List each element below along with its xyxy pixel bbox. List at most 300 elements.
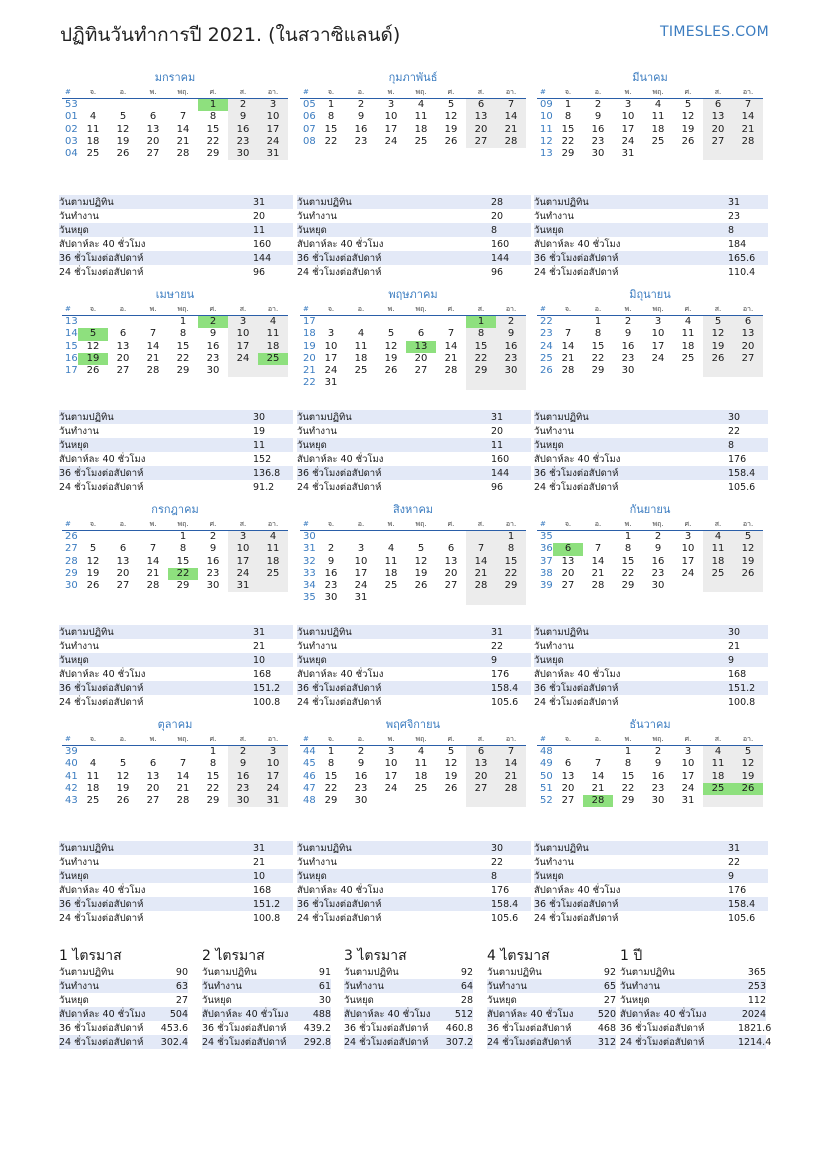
stat-label: วันทำงาน (59, 856, 99, 868)
day-cell: 28 (496, 783, 526, 795)
day-cell: 14 (561, 340, 575, 352)
weekday-label: พ. (149, 304, 157, 313)
day-cell: 25 (86, 795, 100, 807)
month-name (62, 70, 288, 86)
week-row (300, 568, 526, 580)
stat-row (297, 695, 531, 709)
stat-value: 105.6 (728, 912, 756, 924)
stat-value: 30 (253, 411, 266, 423)
day-cell: 21 (591, 782, 605, 794)
stat-label: วันหยุด (534, 439, 564, 451)
day-cell: 11 (258, 543, 288, 555)
day-cell: 3 (387, 746, 395, 757)
day-cell: 10 (384, 111, 398, 123)
day-cell: 19 (384, 352, 398, 364)
stat-value: 105.6 (728, 481, 756, 493)
weekday-label: อา. (505, 87, 517, 96)
stat-label: วันหยุด (487, 994, 517, 1006)
summary-block (202, 948, 331, 1049)
stat-label: วันทำงาน (297, 640, 337, 652)
day-cell: 24 (651, 352, 665, 364)
day-cell (376, 592, 406, 604)
weekday-label: ศ. (447, 734, 455, 743)
weekday-label: ส. (714, 87, 722, 96)
day-cell: 16 (206, 340, 220, 352)
week-row (300, 580, 526, 592)
stat-row (534, 195, 768, 209)
day-cell: 19 (86, 567, 100, 579)
day-cell: 18 (414, 770, 428, 782)
weekday-label: จ. (327, 87, 335, 96)
weekday-label: พ. (624, 87, 632, 96)
day-cell (553, 746, 583, 758)
day-cell: 13 (444, 555, 458, 567)
day-cell: 24 (258, 136, 288, 148)
stat-value: 9 (728, 870, 735, 882)
day-cell: 2 (228, 99, 258, 111)
stat-label: วันตามปฏิทิน (534, 626, 589, 638)
weekday-label: พ. (624, 734, 632, 743)
weekday-header (537, 518, 763, 531)
weekday-label: ส. (239, 519, 247, 528)
stat-label: 36 ชั่วโมงต่อสัปดาห์ (534, 467, 619, 479)
day-cell: 18 (681, 340, 695, 352)
day-cell (643, 148, 673, 160)
stat-label: วันหยุด (620, 994, 650, 1006)
day-cell (703, 580, 733, 592)
stat-value: 168 (728, 668, 747, 680)
stat-value: 64 (460, 980, 473, 992)
week-number: 22 (540, 316, 553, 327)
week-row (62, 353, 288, 365)
stat-label: วันทำงาน (59, 640, 99, 652)
page-title: ปฏิทินวันทำการปี 2021. (ในสวาซิแลนด์) (60, 24, 401, 46)
day-cell: 28 (733, 136, 763, 148)
day-cell: 30 (228, 795, 258, 807)
weekday-label: พฤ. (652, 734, 664, 743)
stat-row (297, 452, 531, 466)
week-number: 44 (303, 746, 316, 757)
day-cell: 2 (594, 99, 602, 110)
stat-value: 91 (318, 966, 331, 978)
stat-row (344, 979, 473, 993)
day-cell (138, 531, 168, 543)
stat-row (59, 1021, 188, 1035)
day-cell: 3 (327, 328, 335, 340)
day-cell: 22 (176, 352, 190, 364)
week-row (537, 758, 763, 770)
weekday-label: อา. (742, 87, 754, 96)
weekday-label: พฤ. (177, 519, 189, 528)
holiday-day-cell: 28 (583, 795, 613, 807)
holiday-day-cell: 22 (168, 568, 198, 580)
week-row (300, 543, 526, 555)
weekday-label: จ. (89, 304, 97, 313)
day-cell: 22 (466, 353, 496, 365)
stat-label: สัปดาห์ละ 40 ชั่วโมง (297, 668, 384, 680)
week-row (537, 771, 763, 783)
stat-row (297, 911, 531, 925)
week-number: 29 (65, 567, 78, 579)
day-cell: 8 (179, 328, 187, 340)
week-number: 33 (303, 567, 316, 579)
stat-value: 292.8 (303, 1036, 331, 1048)
day-cell: 18 (86, 135, 100, 147)
stat-value: 91.2 (253, 481, 275, 493)
stat-row (297, 251, 531, 265)
stat-label: วันตามปฏิทิน (297, 411, 352, 423)
day-cell (108, 531, 138, 543)
brand-logo[interactable]: TIMESLES.COM (660, 24, 769, 40)
holiday-day-cell: 1 (198, 99, 228, 111)
week-row (300, 341, 526, 353)
stat-row (534, 897, 768, 911)
stat-row (297, 841, 531, 855)
day-cell: 23 (206, 567, 220, 579)
holiday-day-cell: 19 (78, 353, 108, 365)
day-cell: 10 (354, 555, 368, 567)
week-number: 38 (540, 567, 553, 579)
day-cell: 20 (561, 782, 575, 794)
week-number: 16 (65, 352, 78, 364)
stat-value: 184 (728, 238, 747, 250)
month-stats (297, 410, 531, 494)
weekday-label: ศ. (209, 734, 217, 743)
day-cell: 30 (228, 148, 258, 160)
stat-label: 24 ชั่วโมงต่อสัปดาห์ (59, 266, 144, 278)
day-cell: 30 (591, 148, 605, 160)
day-cell: 8 (624, 758, 632, 770)
weekday-label: # (540, 304, 546, 313)
day-cell: 8 (466, 328, 496, 340)
stat-label: วันทำงาน (534, 210, 574, 222)
weekday-label: อ. (119, 519, 127, 528)
day-cell: 26 (116, 795, 130, 807)
day-cell: 29 (496, 580, 526, 592)
summary-block (344, 948, 473, 1049)
day-cell (108, 316, 138, 328)
day-cell: 7 (496, 99, 526, 111)
day-cell: 15 (496, 556, 526, 568)
stat-value: 8 (491, 224, 498, 236)
stat-value: 312 (597, 1036, 616, 1048)
day-cell (376, 531, 406, 543)
day-cell: 19 (703, 341, 733, 353)
stat-row (59, 883, 293, 897)
day-cell: 2 (357, 746, 365, 757)
day-cell: 13 (703, 111, 733, 123)
day-cell: 9 (327, 555, 335, 567)
week-number: 07 (303, 123, 316, 135)
stat-row (59, 965, 188, 979)
stat-value: 307.2 (445, 1036, 473, 1048)
day-cell: 19 (681, 123, 695, 135)
day-cell: 25 (384, 580, 398, 592)
week-row (300, 353, 526, 365)
day-cell: 12 (733, 543, 763, 555)
summary-title: 4 ไตรมาส (487, 948, 550, 964)
weekday-label: จ. (564, 304, 572, 313)
day-cell: 11 (354, 340, 368, 352)
day-cell (703, 148, 733, 160)
stat-label: วันตามปฏิทิน (487, 966, 542, 978)
day-cell: 29 (324, 795, 338, 807)
weekday-label: ศ. (684, 734, 692, 743)
stat-label: วันทำงาน (487, 980, 527, 992)
stat-row (534, 209, 768, 223)
stat-row (534, 869, 768, 883)
stat-row (59, 223, 293, 237)
week-number: 42 (65, 782, 78, 794)
week-row (300, 783, 526, 795)
stat-label: 24 ชั่วโมงต่อสัปดาห์ (202, 1036, 287, 1048)
stat-row (534, 466, 768, 480)
week-number: 51 (540, 782, 553, 794)
stat-value: 23 (728, 210, 741, 222)
day-cell: 27 (146, 148, 160, 160)
week-number: 05 (303, 99, 316, 110)
day-cell: 27 (116, 365, 130, 377)
day-cell: 17 (324, 352, 338, 364)
week-row (300, 531, 526, 543)
day-cell: 6 (564, 758, 572, 770)
day-cell (376, 316, 406, 328)
day-cell (108, 746, 138, 758)
stat-row (59, 897, 293, 911)
day-cell: 15 (591, 340, 605, 352)
stat-label: วันหยุด (534, 224, 564, 236)
day-cell (78, 99, 108, 111)
day-cell: 31 (228, 580, 258, 592)
week-row (62, 316, 288, 328)
day-cell: 23 (228, 136, 258, 148)
week-row (537, 148, 763, 160)
day-cell (78, 746, 108, 758)
weekday-label: อ. (119, 87, 127, 96)
day-cell: 29 (176, 580, 190, 592)
day-cell (78, 531, 108, 543)
day-cell: 18 (86, 782, 100, 794)
day-cell: 2 (654, 531, 662, 542)
week-row (300, 328, 526, 340)
week-number: 45 (303, 758, 316, 770)
day-cell: 12 (116, 770, 130, 782)
day-cell: 3 (684, 531, 692, 542)
day-cell: 21 (176, 135, 190, 147)
day-cell: 23 (651, 782, 665, 794)
day-cell: 4 (417, 746, 425, 757)
day-cell: 27 (466, 136, 496, 148)
weekday-header (62, 733, 288, 746)
stat-row (59, 869, 293, 883)
weekday-label: พฤ. (415, 304, 427, 313)
stat-label: วันทำงาน (534, 856, 574, 868)
week-row (537, 124, 763, 136)
day-cell (733, 795, 763, 807)
weekday-label: อา. (742, 304, 754, 313)
day-cell: 16 (354, 770, 368, 782)
stat-value: 10 (253, 870, 266, 882)
day-cell: 17 (681, 555, 695, 567)
stat-label: สัปดาห์ละ 40 ชั่วโมง (620, 1008, 707, 1020)
day-cell: 30 (206, 365, 220, 377)
stat-label: วันหยุด (59, 994, 89, 1006)
stat-row (59, 1007, 188, 1021)
weekday-label: พฤ. (177, 87, 189, 96)
stat-value: 1821.6 (738, 1022, 772, 1034)
day-cell: 15 (176, 555, 190, 567)
weekday-label: # (65, 519, 71, 528)
day-cell: 19 (116, 135, 130, 147)
day-cell: 18 (258, 341, 288, 353)
week-number: 46 (303, 770, 316, 782)
day-cell (78, 316, 108, 328)
day-cell: 6 (149, 111, 157, 123)
day-cell: 1 (496, 531, 526, 543)
day-cell: 11 (414, 758, 428, 770)
month-calendar (62, 287, 288, 377)
stat-value: 8 (491, 870, 498, 882)
stat-label: วันทำงาน (534, 425, 574, 437)
week-number: 41 (65, 770, 78, 782)
day-cell: 31 (258, 148, 288, 160)
stat-value: 144 (253, 252, 272, 264)
week-row (300, 136, 526, 148)
weekday-label: # (540, 734, 546, 743)
week-row (537, 531, 763, 543)
weekday-label: # (65, 304, 71, 313)
stat-label: 36 ชั่วโมงต่อสัปดาห์ (620, 1022, 705, 1034)
week-number: 19 (303, 340, 316, 352)
day-cell: 28 (176, 148, 190, 160)
week-number: 30 (303, 531, 316, 542)
day-cell (138, 316, 168, 328)
stat-label: 24 ชั่วโมงต่อสัปดาห์ (297, 696, 382, 708)
day-cell: 12 (414, 555, 428, 567)
week-row (62, 111, 288, 123)
stat-row (59, 410, 293, 424)
weekday-header (537, 733, 763, 746)
day-cell: 30 (206, 580, 220, 592)
day-cell (466, 592, 496, 604)
day-cell: 1 (564, 99, 572, 110)
day-cell (643, 365, 673, 377)
stat-row (344, 1021, 473, 1035)
week-number: 12 (540, 135, 553, 147)
stat-value: 112 (747, 994, 766, 1006)
day-cell: 19 (733, 556, 763, 568)
week-number: 22 (303, 377, 316, 389)
weekday-label: อา. (267, 304, 279, 313)
day-cell: 10 (621, 111, 635, 123)
day-cell: 17 (258, 771, 288, 783)
day-cell: 24 (258, 783, 288, 795)
stat-label: วันตามปฏิทิน (344, 966, 399, 978)
weekday-label: อา. (267, 734, 279, 743)
day-cell (466, 795, 496, 807)
stat-value: 90 (175, 966, 188, 978)
stat-value: 21 (728, 640, 741, 652)
stat-row (59, 251, 293, 265)
day-cell: 17 (621, 123, 635, 135)
day-cell: 14 (176, 123, 190, 135)
day-cell: 20 (466, 771, 496, 783)
stat-row (202, 1007, 331, 1021)
week-row (62, 746, 288, 758)
day-cell: 9 (594, 111, 602, 123)
stat-label: สัปดาห์ละ 40 ชั่วโมง (59, 238, 146, 250)
weekday-label: # (303, 734, 309, 743)
day-cell: 24 (384, 782, 398, 794)
week-number: 03 (65, 135, 78, 147)
week-row (300, 556, 526, 568)
day-cell: 28 (466, 580, 496, 592)
day-cell: 15 (206, 770, 220, 782)
stat-row (534, 452, 768, 466)
day-cell: 28 (146, 580, 160, 592)
summary-title: 3 ไตรมาส (344, 948, 407, 964)
day-cell (496, 377, 526, 389)
stat-label: 36 ชั่วโมงต่อสัปดาห์ (344, 1022, 429, 1034)
weekday-label: ศ. (447, 519, 455, 528)
day-cell: 4 (654, 99, 662, 110)
holiday-day-cell: 26 (733, 783, 763, 795)
weekday-label: อา. (267, 87, 279, 96)
holiday-day-cell: 25 (258, 353, 288, 365)
day-cell: 5 (89, 543, 97, 555)
stat-value: 28 (491, 196, 504, 208)
stat-row (534, 911, 768, 925)
week-number: 21 (303, 365, 316, 377)
week-number: 47 (303, 782, 316, 794)
day-cell: 4 (703, 746, 733, 758)
stat-label: วันทำงาน (297, 856, 337, 868)
stat-row (59, 452, 293, 466)
week-number: 14 (65, 328, 78, 340)
day-cell: 20 (733, 341, 763, 353)
stat-label: สัปดาห์ละ 40 ชั่วโมง (59, 884, 146, 896)
day-cell: 10 (258, 758, 288, 770)
day-cell: 13 (733, 328, 763, 340)
stat-label: สัปดาห์ละ 40 ชั่วโมง (297, 238, 384, 250)
day-cell: 31 (354, 592, 368, 604)
stat-label: 24 ชั่วโมงต่อสัปดาห์ (59, 912, 144, 924)
stat-label: วันทำงาน (297, 210, 337, 222)
day-cell (733, 148, 763, 160)
stat-row (297, 681, 531, 695)
day-cell: 15 (561, 123, 575, 135)
month-name (300, 287, 526, 303)
week-row (537, 341, 763, 353)
day-cell: 29 (206, 795, 220, 807)
day-cell (553, 531, 583, 543)
day-cell: 3 (258, 99, 288, 111)
day-cell: 5 (387, 328, 395, 340)
day-cell (376, 377, 406, 389)
summary-block (487, 948, 616, 1049)
stat-value: 27 (175, 994, 188, 1006)
stat-row (487, 1007, 616, 1021)
month-name (537, 717, 763, 733)
stat-value: 92 (603, 966, 616, 978)
day-cell (466, 531, 496, 543)
weekday-header (300, 303, 526, 316)
month-name (300, 70, 526, 86)
day-cell: 7 (179, 111, 187, 123)
stat-label: วันตามปฏิทิน (297, 626, 352, 638)
stat-value: 160 (491, 238, 510, 250)
day-cell: 22 (206, 135, 220, 147)
